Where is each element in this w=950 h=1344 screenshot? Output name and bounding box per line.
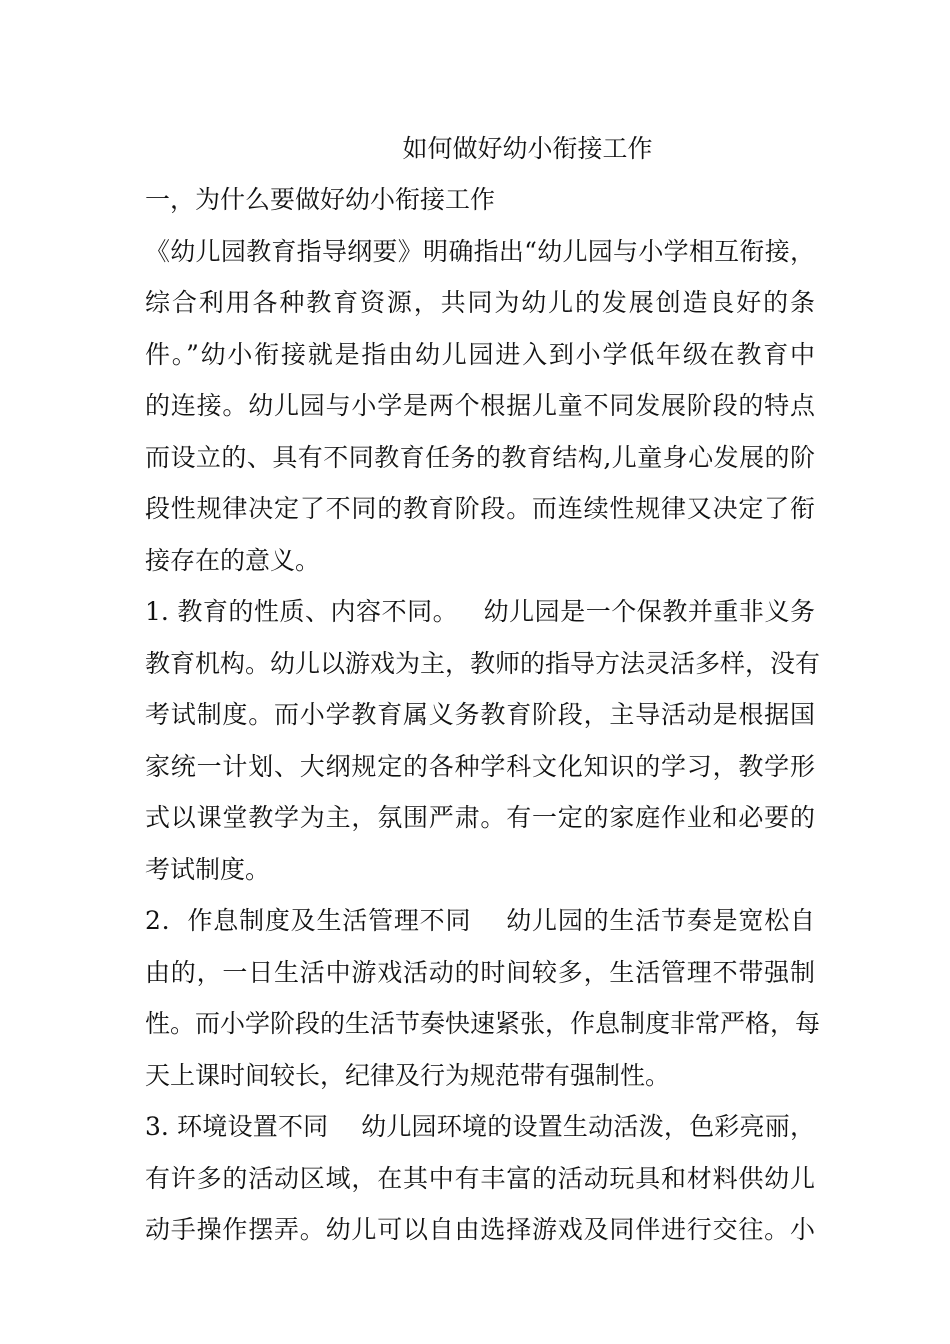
paragraph-line: 件。”幼小衔接就是指由幼儿园进入到小学低年级在教育中 [145,339,815,369]
paragraph-line: 由的，一日生活中游戏活动的时间较多，生活管理不带强制 [145,957,815,987]
section-heading: 一，为什么要做好幼小衔接工作 [145,185,496,214]
document-title: 如何做好幼小衔接工作 [402,134,653,163]
paragraph-line: 考试制度。 [145,854,271,884]
paragraph-line: 家统一计划、大纲规定的各种学科文化知识的学习，教学形 [145,751,815,781]
paragraph-line: 段性规律决定了不同的教育阶段。而连续性规律又决定了衔 [145,494,815,523]
list-item-line: 1. 教育的性质、内容不同。 幼儿园是一个保教并重非义务 [145,597,815,626]
paragraph-line: 而设立的、具有不同教育任务的教育结构,儿童身心发展的阶 [145,442,815,472]
paragraph-line: 天上课时间较长，纪律及行为规范带有强制性。 [145,1060,671,1090]
paragraph-line: 性。而小学阶段的生活节奏快速紧张，作息制度非常严格，每 [145,1009,821,1038]
paragraph-line: 的连接。幼儿园与小学是两个根据儿童不同发展阶段的特点 [145,391,815,420]
paragraph-line: 综合利用各种教育资源，共同为幼儿的发展创造良好的条 [145,288,815,317]
list-item-line: 3. 环境设置不同 幼儿园环境的设置生动活泼，色彩亮丽， [145,1112,815,1141]
paragraph-line: 有许多的活动区域，在其中有丰富的活动玩具和材料供幼儿 [145,1163,815,1193]
paragraph-line: 教育机构。幼儿以游戏为主，教师的指导方法灵活多样，没有 [145,648,821,678]
paragraph-line: 考试制度。而小学教育属义务教育阶段，主导活动是根据国 [145,700,815,729]
list-item-line: 2．作息制度及生活管理不同 幼儿园的生活节奏是宽松自 [145,906,815,935]
paragraph-line: 《幼儿园教育指导纲要》明确指出“幼儿园与小学相互衔接， [145,236,815,266]
document-body [145,180,821,1262]
paragraph-line: 接存在的意义。 [145,545,321,575]
paragraph-line: 式以课堂教学为主，氛围严肃。有一定的家庭作业和必要的 [145,803,815,832]
paragraph-line: 动手操作摆弄。幼儿可以自由选择游戏及同伴进行交往。小 [145,1215,815,1244]
